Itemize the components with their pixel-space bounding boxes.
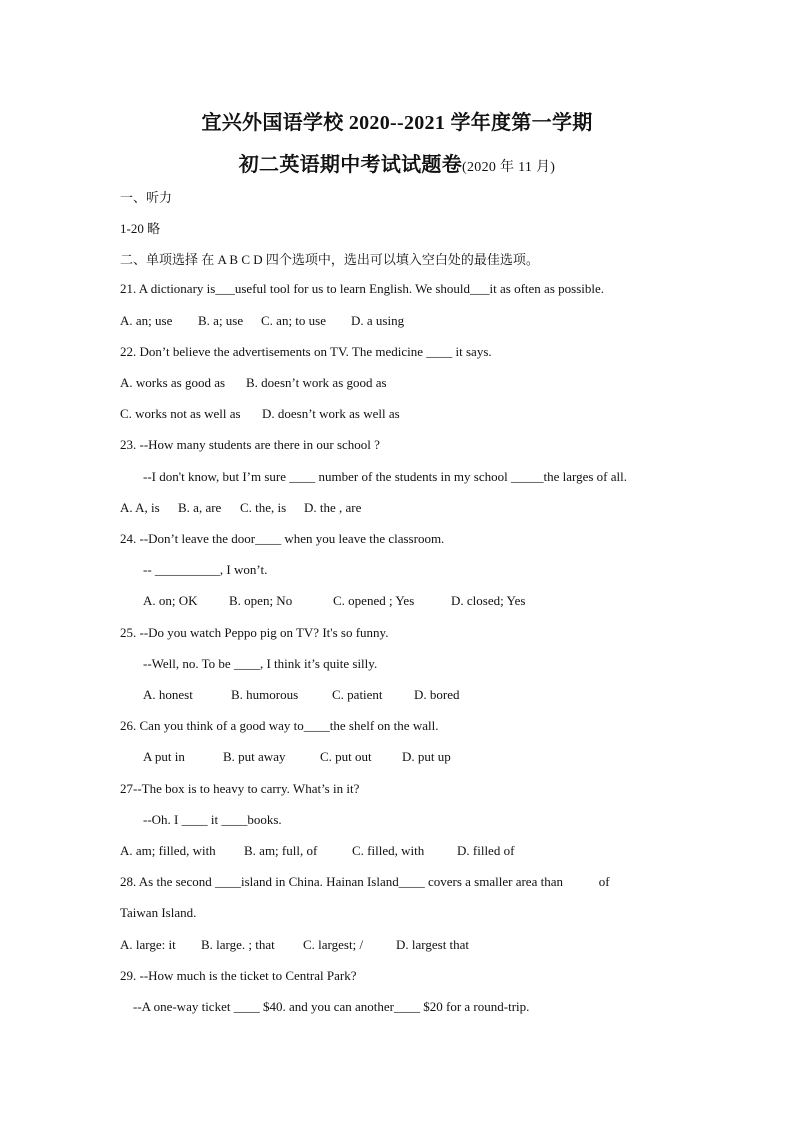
q24-option-a: A. on; OK [143, 593, 198, 608]
q25-options [143, 687, 460, 703]
q21-options [120, 313, 404, 329]
q23-options [120, 500, 361, 516]
q28-option-a: A. large: it [120, 937, 176, 952]
q24-option-b: B. open; No [229, 593, 293, 608]
q21-option-c: C. an; to use [261, 313, 326, 328]
q25-option-a: A. honest [143, 687, 193, 702]
exam-subtitle-main: 初二英语期中考试试题卷 [238, 154, 463, 176]
q26-option-d: D. put up [402, 749, 451, 764]
q25-option-b: B. humorous [231, 687, 299, 702]
section-listening: 一、听力 [120, 190, 173, 205]
q27-stem: 27--The box is to heavy to carry. What’s in it? [120, 781, 360, 796]
q22-options-row1 [120, 375, 387, 391]
q21-option-a: A. an; use [120, 313, 173, 328]
q23-reply: --I don't know, but I’m sure ____ number of the students in my school _____the larges of all. [143, 469, 627, 484]
q29-stem: 29. --How much is the ticket to Central Park? [120, 968, 357, 983]
q24-option-c: C. opened ; Yes [333, 593, 415, 608]
q24-stem: 24. --Don’t leave the door____ when you leave the classroom. [120, 531, 445, 546]
q28-option-c: C. largest; / [303, 937, 364, 952]
q29-reply: --A one-way ticket ____ $40. and you can another____ $20 for a round-trip. [133, 999, 530, 1014]
q22-options-row2 [120, 406, 400, 422]
q28-stem-continued: Taiwan Island. [120, 905, 197, 920]
q27-option-d: D. filled of [457, 843, 515, 858]
q24-options [143, 593, 525, 609]
q27-reply: --Oh. I ____ it ____books. [143, 812, 282, 827]
exam-subtitle [0, 148, 794, 177]
q28-option-b: B. large. ; that [201, 937, 275, 952]
section-single-choice: 二、单项选择 在 A B C D 四个选项中，选出可以填入空白处的最佳选项。 [120, 252, 539, 267]
q21-option-b: B. a; use [198, 313, 244, 328]
q22-option-c: C. works not as well as [120, 406, 241, 421]
q25-stem: 25. --Do you watch Peppo pig on TV? It's so funny. [120, 625, 389, 640]
q26-stem: 26. Can you think of a good way to____the shelf on the wall. [120, 718, 439, 733]
q24-reply: -- __________, I won’t. [143, 562, 268, 577]
q26-option-a: A put in [143, 749, 185, 764]
q22-option-d: D. doesn’t work as well as [262, 406, 400, 421]
q26-option-c: C. put out [320, 749, 372, 764]
q28-options [120, 937, 469, 953]
exam-title: 宜兴外国语学校 2020--2021 学年度第一学期 [201, 112, 593, 134]
q26-option-b: B. put away [223, 749, 286, 764]
q25-option-d: D. bored [414, 687, 460, 702]
q22-stem: 22. Don’t believe the advertisements on TV. The medicine ____ it says. [120, 344, 492, 359]
q24-option-d: D. closed; Yes [451, 593, 526, 608]
q23-stem: 23. --How many students are there in our school ? [120, 437, 380, 452]
q23-option-b: B. a, are [178, 500, 222, 515]
q23-option-c: C. the, is [240, 500, 287, 515]
q28-stem: 28. As the second ____island in China. Hainan Island____ covers a smaller area than of [120, 874, 610, 889]
q21-option-d: D. a using [351, 313, 405, 328]
q27-options [120, 843, 514, 859]
q25-reply: --Well, no. To be ____, I think it’s quite silly. [143, 656, 378, 671]
q27-option-c: C. filled, with [352, 843, 425, 858]
q23-option-d: D. the , are [304, 500, 362, 515]
q28-option-d: D. largest that [396, 937, 470, 952]
q21-stem: 21. A dictionary is___useful tool for us to learn English. We should___it as often as possible. [120, 281, 604, 296]
q23-option-a: A. A, is [120, 500, 160, 515]
q25-option-c: C. patient [332, 687, 383, 702]
q26-options [143, 749, 451, 765]
q27-option-a: A. am; filled, with [120, 843, 216, 858]
listening-skip-note: 1-20 略 [120, 221, 161, 236]
q22-option-a: A. works as good as [120, 375, 226, 390]
q27-option-b: B. am; full, of [244, 843, 318, 858]
q22-option-b: B. doesn’t work as good as [246, 375, 387, 390]
exam-date: (2020 年 11 月) [462, 160, 556, 175]
